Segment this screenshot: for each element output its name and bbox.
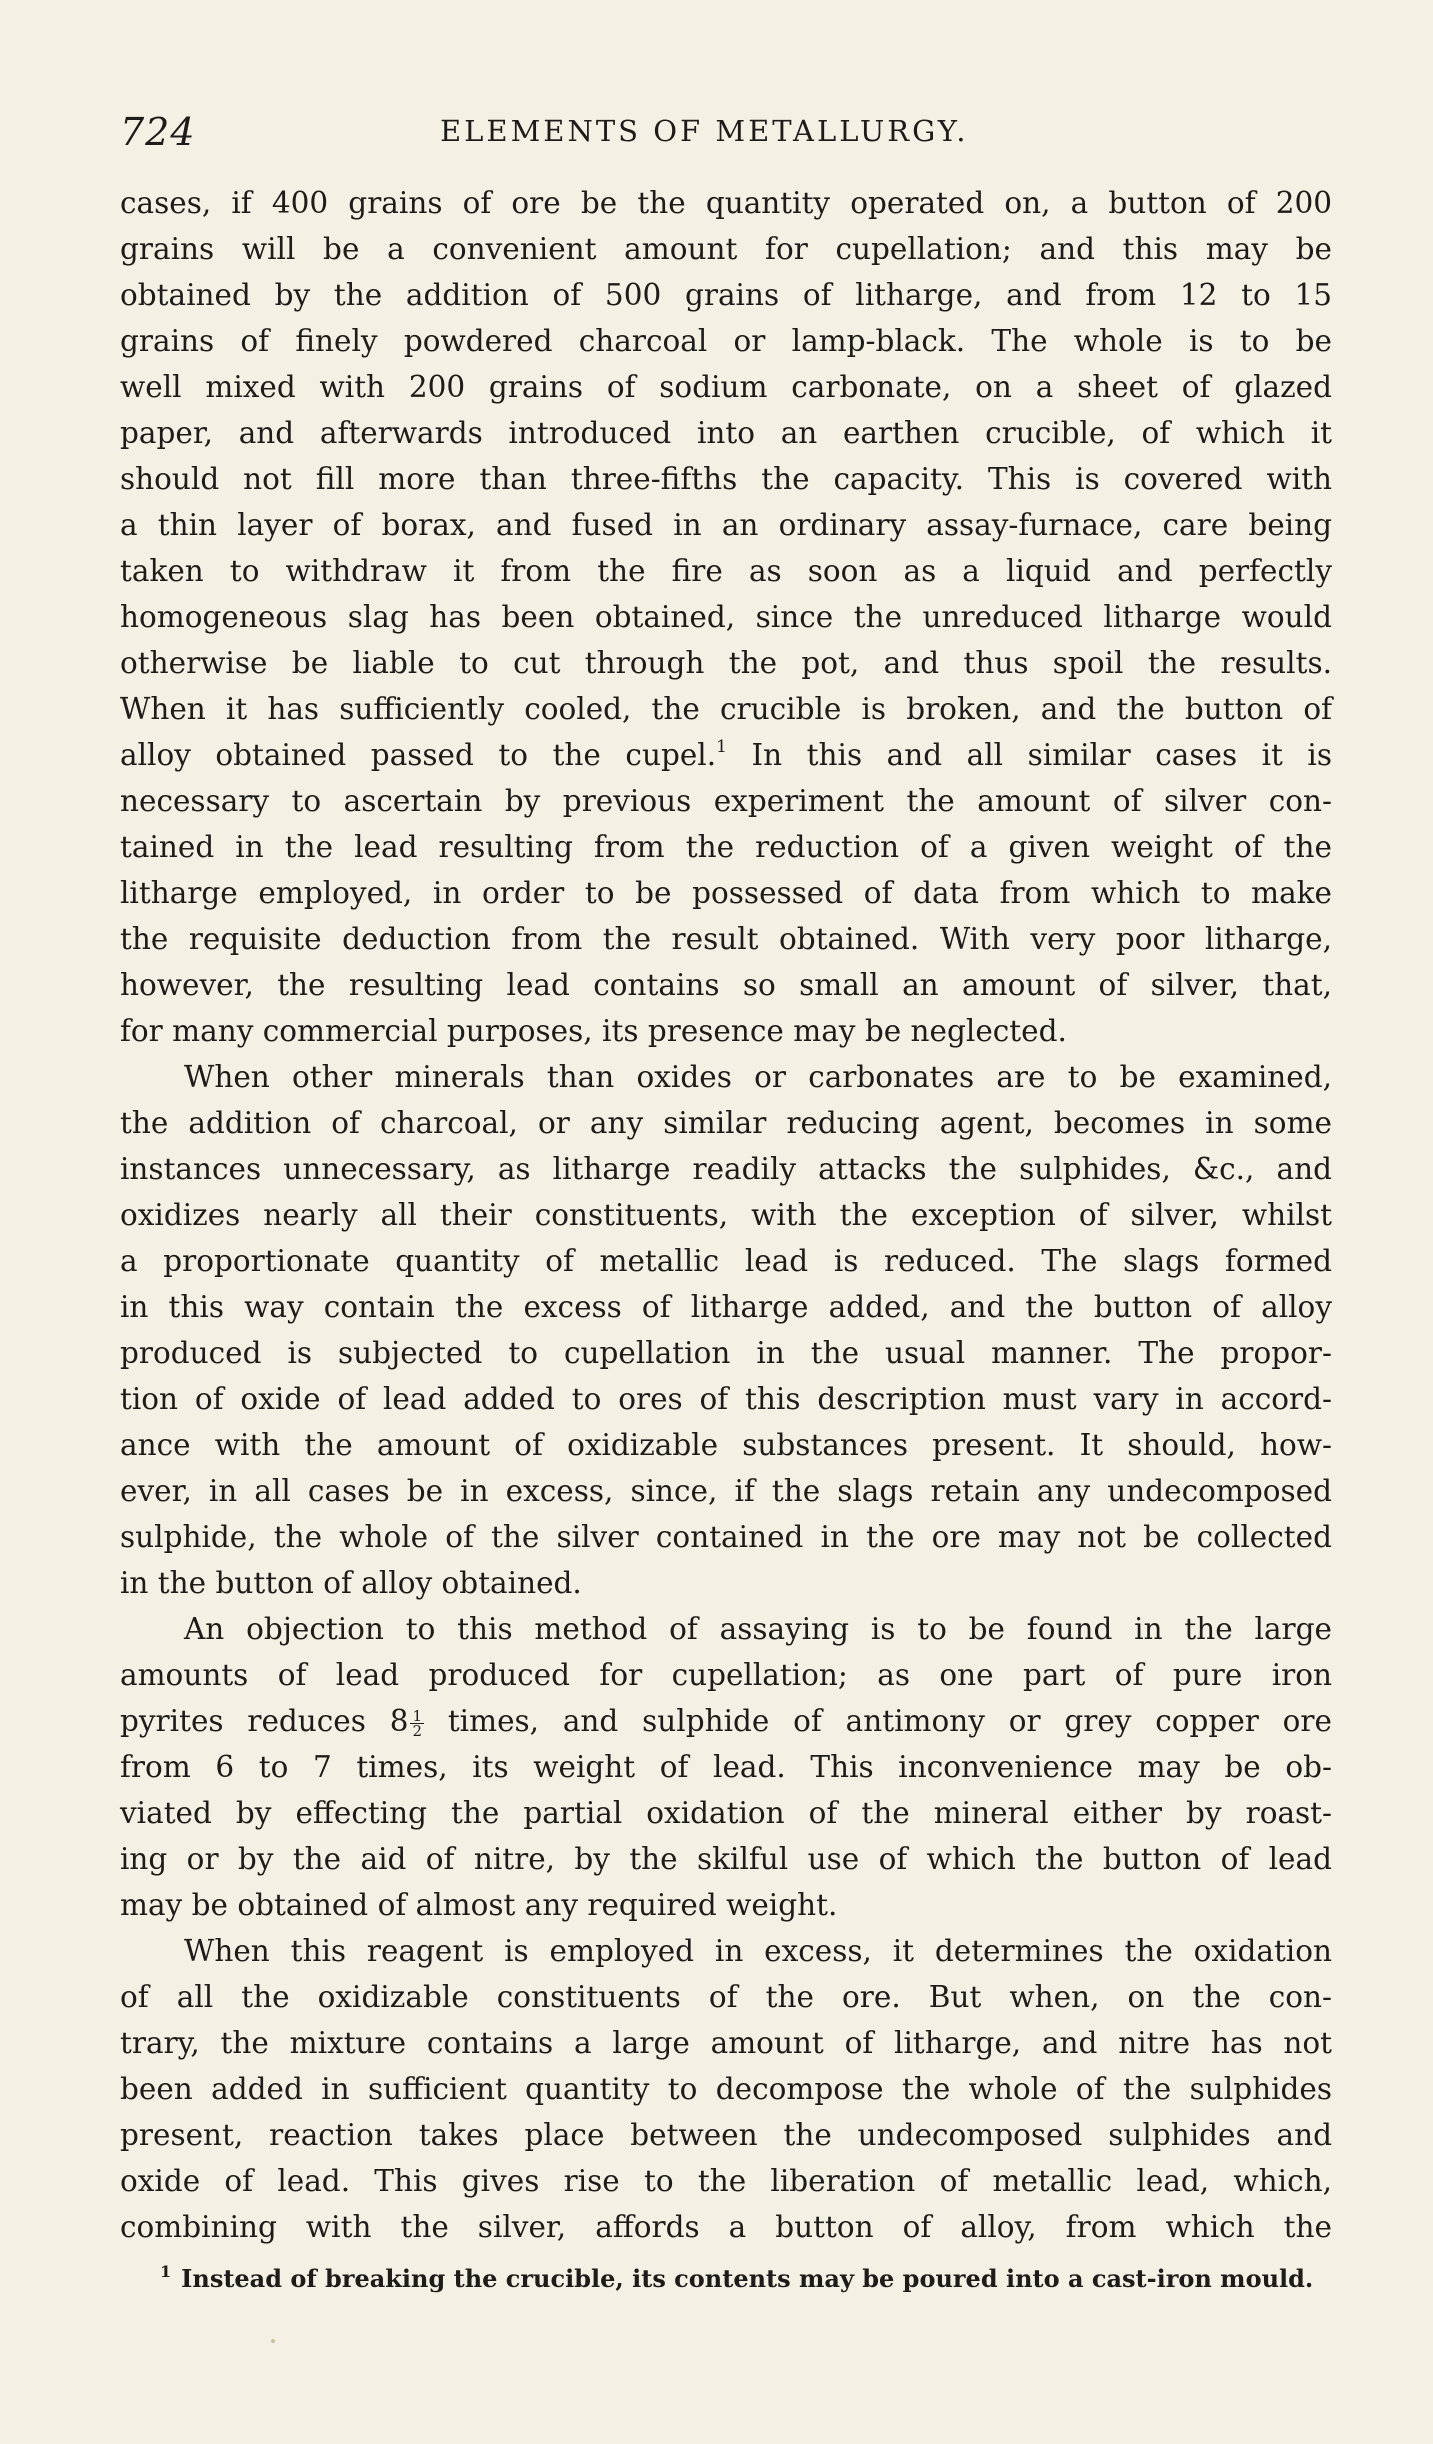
- text-line: of all the oxidizable constituents of the ore. But when, on the con-: [120, 1980, 1332, 2014]
- text-line: grains will be a convenient amount for cupellation; and this may be: [120, 232, 1332, 266]
- line-text-start: pyrites reduces 8: [120, 1704, 409, 1738]
- text-line: well mixed with 200 grains of sodium carbonate, on a sheet of glazed: [120, 370, 1332, 404]
- text-line: a proportionate quantity of metallic lead is reduced. The slags formed: [120, 1244, 1332, 1278]
- text-line: tion of oxide of lead added to ores of this description must vary in accord-: [120, 1382, 1332, 1416]
- text-line: An objection to this method of assaying is to be found in the large: [184, 1612, 1332, 1646]
- text-line: viated by effecting the partial oxidation of the mineral either by roast-: [120, 1796, 1332, 1830]
- text-line: homogeneous slag has been obtained, since the unreduced litharge would: [120, 600, 1332, 634]
- running-title: ELEMENTS OF METALLURGY.: [440, 114, 969, 148]
- text-line: however, the resulting lead contains so small an amount of silver, that,: [120, 968, 1332, 1002]
- text-line: oxidizes nearly all their constituents, with the exception of silver, whilst: [120, 1198, 1332, 1232]
- text-line: tained in the lead resulting from the reduction of a given weight of the: [120, 830, 1332, 864]
- footnote-marker: 1: [160, 2262, 172, 2281]
- line-text-end: times, and sulphide of antimony or grey copper ore: [424, 1704, 1332, 1738]
- text-line: When other minerals than oxides or carbonates are to be examined,: [184, 1060, 1332, 1094]
- text-line: in the button of alloy obtained.: [120, 1566, 582, 1600]
- text-line: for many commercial purposes, its presence may be neglected.: [120, 1014, 1067, 1048]
- text-line: When this reagent is employed in excess, it determines the oxidation: [184, 1934, 1332, 1968]
- text-line: may be obtained of almost any required weight.: [120, 1888, 838, 1922]
- fraction-numerator: 1: [412, 1706, 423, 1725]
- text-line: paper, and afterwards introduced into an earthen crucible, of which it: [120, 416, 1332, 450]
- text-line: trary, the mixture contains a large amount of litharge, and nitre has not: [120, 2026, 1332, 2060]
- text-line: ing or by the aid of nitre, by the skilful use of which the button of lead: [120, 1842, 1332, 1876]
- text-line: been added in sufficient quantity to decompose the whole of the sulphides: [120, 2072, 1332, 2106]
- text-line: a thin layer of borax, and fused in an ordinary assay-furnace, care being: [120, 508, 1332, 542]
- text-line: oxide of lead. This gives rise to the liberation of metallic lead, which,: [120, 2164, 1332, 2198]
- text-line: ance with the amount of oxidizable substances present. It should, how-: [120, 1428, 1332, 1462]
- fraction: [410, 1706, 424, 1740]
- text-line: from 6 to 7 times, its weight of lead. This inconvenience may be ob-: [120, 1750, 1332, 1784]
- footnote-reference: 1: [716, 737, 727, 757]
- text-line: the requisite deduction from the result obtained. With very poor litharge,: [120, 922, 1332, 956]
- body-text: [120, 180, 1332, 2250]
- text-line: should not fill more than three-fifths the capacity. This is covered with: [120, 462, 1332, 496]
- footnote-text: Instead of breaking the crucible, its contents may be poured into a cast-iron mould.: [181, 2264, 1314, 2293]
- text-line: amounts of lead produced for cupellation; as one part of pure iron: [120, 1658, 1332, 1692]
- text-line: taken to withdraw it from the fire as soon as a liquid and perfectly: [120, 554, 1332, 588]
- text-line: [120, 1698, 1332, 1744]
- text-line: sulphide, the whole of the silver contained in the ore may not be collected: [120, 1520, 1332, 1554]
- text-line: [120, 732, 1332, 778]
- text-line: When it has sufficiently cooled, the crucible is broken, and the button of: [120, 692, 1332, 726]
- page-header: [120, 110, 1340, 170]
- text-line: combining with the silver, affords a button of alloy, from which the: [120, 2210, 1332, 2244]
- text-line: in this way contain the excess of litharge added, and the button of alloy: [120, 1290, 1332, 1324]
- text-line: present, reaction takes place between the undecomposed sulphides and: [120, 2118, 1332, 2152]
- text-line: instances unnecessary, as litharge readily attacks the sulphides, &c., and: [120, 1152, 1332, 1186]
- line-text-start: alloy obtained passed to the cupel.: [120, 738, 717, 772]
- text-line: grains of finely powdered charcoal or lamp-black. The whole is to be: [120, 324, 1332, 358]
- paper-speck: [271, 2339, 275, 2343]
- fraction-denominator: 2: [412, 1721, 423, 1740]
- footnote: [160, 2262, 1340, 2293]
- text-line: cases, if 400 grains of ore be the quantity operated on, a button of 200: [120, 186, 1332, 220]
- text-line: litharge employed, in order to be possessed of data from which to make: [120, 876, 1332, 910]
- text-line: the addition of charcoal, or any similar reducing agent, becomes in some: [120, 1106, 1332, 1140]
- page-number: 724: [120, 110, 196, 154]
- text-line: ever, in all cases be in excess, since, if the slags retain any undecomposed: [120, 1474, 1332, 1508]
- line-text-end: In this and all similar cases it is: [726, 738, 1333, 772]
- text-line: obtained by the addition of 500 grains of litharge, and from 12 to 15: [120, 278, 1332, 312]
- text-line: necessary to ascertain by previous experiment the amount of silver con-: [120, 784, 1332, 818]
- text-line: otherwise be liable to cut through the pot, and thus spoil the results.: [120, 646, 1332, 680]
- text-line: produced is subjected to cupellation in the usual manner. The propor-: [120, 1336, 1332, 1370]
